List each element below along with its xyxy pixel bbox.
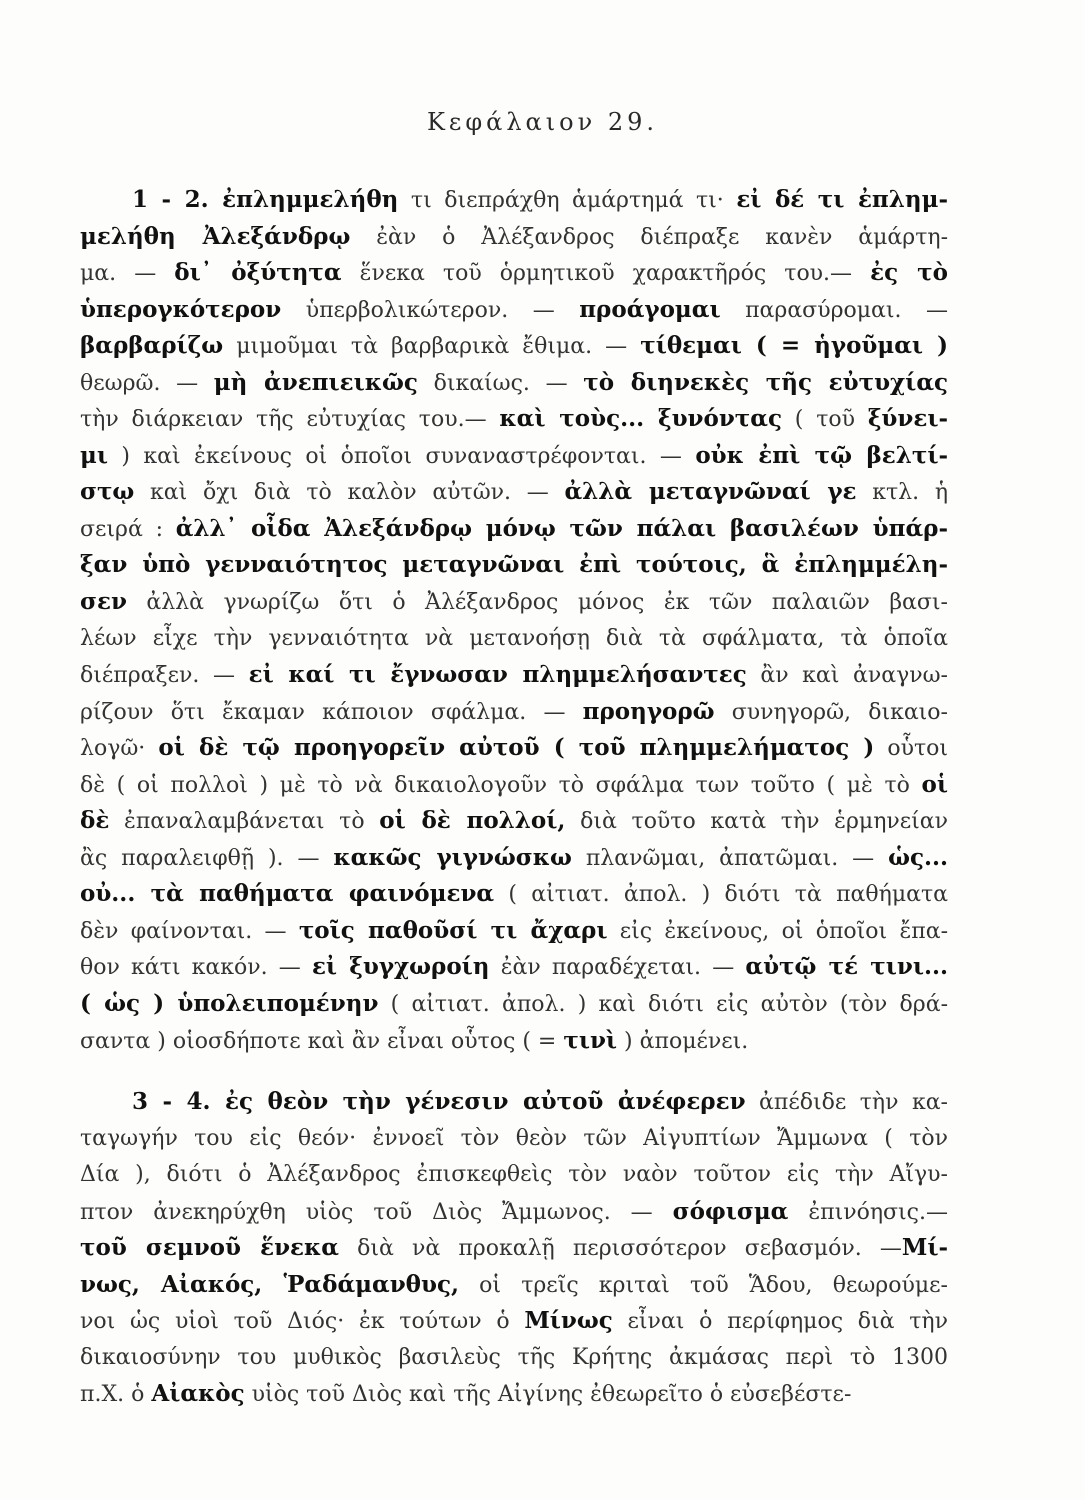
gloss-text: ἐὰν ὁ Ἀλέξανδρος διέπραξε κανὲν ἁμάρτη- bbox=[350, 224, 948, 250]
gloss-text: οἱ τρεῖς κριταὶ τοῦ Ἅδου, θεωρούμε- bbox=[458, 1272, 948, 1298]
text-line bbox=[80, 1303, 948, 1340]
gloss-text: ( τοῦ bbox=[781, 407, 868, 433]
text-line bbox=[80, 328, 948, 365]
gloss-text: θεωρῶ. — bbox=[80, 370, 214, 396]
gloss-text: καὶ ὄχι διὰ τὸ καλὸν αὐτῶν. — bbox=[134, 480, 565, 506]
lemma-term: οἱ δὲ τῷ προηγορεῖν αὐτοῦ ( τοῦ πλημμελήματος ) bbox=[158, 734, 875, 762]
text-line bbox=[80, 438, 948, 475]
text-line bbox=[80, 401, 948, 438]
commentary-section-3-4 bbox=[80, 1084, 948, 1413]
lemma-term: οὐ... τὰ παθήματα φαινόμενα bbox=[80, 880, 495, 908]
lemma-term: καὶ τοὺς... ξυνόντας bbox=[499, 405, 782, 433]
gloss-text: διὰ τοῦτο κατὰ τὴν ἑρμηνείαν bbox=[565, 809, 948, 835]
gloss-text: οὗτοι bbox=[874, 736, 948, 762]
text-line bbox=[80, 584, 948, 621]
text-line bbox=[80, 621, 948, 658]
text-line bbox=[80, 949, 948, 986]
lemma-term: κακῶς γιγνώσκω bbox=[333, 843, 572, 871]
gloss-text: δὲ ( οἱ πολλοὶ ) μὲ τὸ νὰ δικαιολογοῦν τὸ σφάλμα των τοῦτο ( μὲ τὸ bbox=[80, 772, 922, 798]
gloss-text: δικαιοσύνην του μυθικὸς βασιλεὺς τῆς Κρήτης ἀκμάσας περὶ τὸ 1300 bbox=[80, 1344, 948, 1370]
gloss-text: ) καὶ ἐκείνους οἱ ὁποῖοι συναναστρέφονται. — bbox=[107, 443, 696, 469]
gloss-text: λογῶ· bbox=[80, 736, 159, 762]
lemma-term: Αἰακὸς bbox=[151, 1380, 245, 1408]
gloss-text: σειρά : bbox=[80, 516, 176, 542]
gloss-text: ( αἰτιατ. ἀπολ. ) καὶ διότι εἰς αὐτὸν (τὸν δρά- bbox=[378, 992, 948, 1018]
gloss-text: ἐπινόησις.— bbox=[788, 1199, 948, 1225]
lemma-term: νως, Αἰακός, Ῥαδάμανθυς, bbox=[80, 1270, 459, 1298]
text-line bbox=[80, 986, 948, 1023]
text-line bbox=[80, 219, 948, 256]
text-line bbox=[80, 1121, 948, 1158]
lemma-term: Μίνως bbox=[524, 1307, 613, 1335]
lemma-term: προάγομαι bbox=[579, 295, 721, 323]
gloss-text: σαντα ) οἱοσδήποτε καὶ ἂν εἶναι οὗτος ( = bbox=[80, 1028, 564, 1054]
gloss-text: ἀλλὰ γνωρίζω ὅτι ὁ Ἀλέξανδρος μόνος ἐκ τῶν παλαιῶν βασι- bbox=[126, 590, 948, 616]
text-line bbox=[80, 292, 948, 329]
lemma-term: ξύνει- bbox=[867, 405, 948, 433]
gloss-text: πλανῶμαι, ἀπατῶμαι. — bbox=[571, 845, 889, 871]
lemma-term: μι bbox=[80, 441, 108, 469]
text-line bbox=[80, 913, 948, 950]
text-line bbox=[80, 1340, 948, 1377]
gloss-text: ἂς παραλειφθῇ ). — bbox=[80, 845, 334, 871]
gloss-text: ἀπέδιδε τὴν κα- bbox=[745, 1090, 948, 1115]
gloss-text: ὑπερβολικώτερον. — bbox=[281, 297, 580, 323]
text-line bbox=[80, 840, 948, 877]
text-line bbox=[80, 1084, 948, 1121]
gloss-text: λέων εἶχε τὴν γενναιότητα νὰ μετανοήσῃ διὰ τὰ σφάλματα, τὰ ὁποῖα bbox=[80, 625, 948, 651]
lemma-term: εἰ δέ τι ἐπλημ- bbox=[736, 186, 948, 213]
commentary-section-1-2 bbox=[80, 182, 948, 1059]
gloss-text: τι διεπράχθη ἁμάρτημά τι· bbox=[398, 188, 737, 213]
text-line bbox=[80, 255, 948, 292]
text-line bbox=[80, 803, 948, 840]
text-line bbox=[80, 657, 948, 694]
gloss-text: νοι ὡς υἱοὶ τοῦ Διός· ἐκ τούτων ὁ bbox=[80, 1309, 525, 1335]
gloss-text: ἕνεκα τοῦ ὁρμητικοῦ χαρακτῆρός του.— bbox=[341, 261, 871, 287]
lemma-term: τίθεμαι ( = ἡγοῦμαι ) bbox=[640, 332, 948, 360]
lemma-term: ξαν ὑπὸ γενναιότητος μεταγνῶναι ἐπὶ τούτοις, ἃ ἐπλημμέλη- bbox=[80, 551, 948, 579]
lemma-term: Μί- bbox=[901, 1234, 948, 1262]
lemma-term: οἱ δὲ πολλοί, bbox=[379, 807, 566, 835]
lemma-term: σόφισμα bbox=[672, 1197, 789, 1225]
gloss-text: θον κάτι κακόν. — bbox=[80, 955, 312, 981]
lemma-term: τινὶ bbox=[563, 1026, 618, 1054]
gloss-text: μα. — bbox=[80, 261, 175, 287]
gloss-text: ἐὰν παραδέχεται. — bbox=[489, 955, 746, 981]
lemma-term: βαρβαρίζω bbox=[80, 332, 224, 360]
gloss-text: εἰς ἐκείνους, οἱ ὁποῖοι ἔπα- bbox=[607, 918, 948, 944]
lemma-term: ἀλλὰ μεταγνῶναί γε bbox=[564, 478, 857, 506]
text-line bbox=[80, 694, 948, 731]
gloss-text: ρίζουν ὅτι ἔκαμαν κάποιον σφάλμα. — bbox=[80, 699, 583, 725]
gloss-text: πτον ἀνεκηρύχθη υἱὸς τοῦ Διὸς Ἄμμωνος. — bbox=[80, 1199, 673, 1225]
gloss-text: μιμοῦμαι τὰ βαρβαρικὰ ἔθιμα. — bbox=[223, 334, 641, 360]
lemma-term: ( ὡς ) ὑπολειπομένην bbox=[80, 990, 379, 1018]
text-line bbox=[80, 1023, 948, 1060]
lemma-term: αὐτῷ τέ τινι... bbox=[745, 953, 948, 981]
text-line bbox=[80, 1194, 948, 1231]
lemma-term: δι᾽ ὀξύτητα bbox=[174, 259, 342, 287]
text-line bbox=[80, 1267, 948, 1304]
lemma-term: οἱ bbox=[921, 770, 948, 798]
lemma-term: ἀλλ᾽ οἶδα Ἀλεξάνδρῳ μόνῳ τῶν πάλαι βασιλέων ὑπάρ- bbox=[175, 514, 948, 542]
gloss-text: υἱὸς τοῦ Διὸς καὶ τῆς Αἰγίνης ἐθεωρεῖτο ὁ εὐσεβέστε- bbox=[244, 1382, 852, 1408]
text-line bbox=[80, 1157, 948, 1194]
lemma-term: ἐπλημμελήθη bbox=[222, 186, 399, 213]
text-line bbox=[80, 1376, 948, 1413]
text-line bbox=[80, 182, 948, 219]
lemma-term: ἐς θεὸν τὴν γένεσιν αὐτοῦ ἀνέφερεν bbox=[225, 1088, 746, 1115]
gloss-text: δικαίως. — bbox=[417, 370, 584, 396]
lemma-term: ὑπερογκότερον bbox=[80, 295, 282, 323]
lemma-term: δὲ bbox=[80, 807, 110, 835]
chapter-title: Κεφάλαιον 29. bbox=[426, 108, 659, 136]
lemma-term: εἰ ξυγχωροίη bbox=[311, 953, 490, 981]
lemma-term: 3 - 4. bbox=[132, 1088, 226, 1115]
lemma-term: ὡς... bbox=[888, 843, 948, 871]
gloss-text: ( αἰτιατ. ἀπολ. ) διότι τὰ παθήματα bbox=[494, 882, 948, 908]
text-line bbox=[80, 547, 948, 584]
gloss-text: παρασύρομαι. — bbox=[720, 297, 948, 323]
text-line bbox=[80, 767, 948, 804]
gloss-text: Δία ), διότι ὁ Ἀλέξανδρος ἐπισκεφθεὶς τὸν ναὸν τοῦτον εἰς τὴν Αἴγυ- bbox=[80, 1162, 948, 1188]
lemma-term: τοῦ σεμνοῦ ἕνεκα bbox=[80, 1234, 339, 1262]
gloss-text: συνηγορῶ, δικαιο- bbox=[714, 699, 948, 725]
gloss-text: ἐπαναλαμβάνεται τὸ bbox=[109, 809, 380, 835]
text-line bbox=[80, 730, 948, 767]
lemma-term: ἐς τὸ bbox=[870, 259, 948, 287]
lemma-term: προηγορῶ bbox=[582, 697, 715, 725]
gloss-text: ἂν καὶ ἀναγνω- bbox=[746, 663, 948, 689]
gloss-text: δὲν φαίνονται. — bbox=[80, 918, 299, 944]
text-line bbox=[80, 876, 948, 913]
lemma-term: στῳ bbox=[80, 478, 135, 506]
lemma-term: εἰ καί τι ἔγνωσαν πλημμελήσαντες bbox=[248, 661, 747, 689]
text-line bbox=[80, 365, 948, 402]
gloss-text: κτλ. ἡ bbox=[856, 480, 948, 506]
text-line bbox=[80, 511, 948, 548]
gloss-text: π.Χ. ὁ bbox=[80, 1382, 152, 1408]
gloss-text: τὴν διάρκειαν τῆς εὐτυχίας του.— bbox=[80, 407, 500, 433]
text-line bbox=[80, 1230, 948, 1267]
lemma-term: τὸ διηνεκὲς τῆς εὐτυχίας bbox=[583, 368, 948, 396]
lemma-term: μὴ ἀνεπιεικῶς bbox=[213, 368, 418, 396]
gloss-text: ταγωγήν του εἰς θεόν· ἐννοεῖ τὸν θεὸν τῶν Αἰγυπτίων Ἄμμωνα ( τὸν bbox=[80, 1125, 948, 1151]
gloss-text: διέπραξεν. — bbox=[80, 663, 249, 689]
gloss-text: διὰ νὰ προκαλῇ περισσότερον σεβασμόν. — bbox=[338, 1236, 902, 1262]
text-line bbox=[80, 474, 948, 511]
lemma-term: μελήθη Ἀλεξάνδρῳ bbox=[80, 222, 351, 250]
lemma-term: σεν bbox=[80, 588, 127, 616]
gloss-text: ) ἀπομένει. bbox=[617, 1028, 749, 1054]
lemma-term: οὐκ ἐπὶ τῷ βελτί- bbox=[695, 441, 948, 469]
lemma-term: 1 - 2. bbox=[132, 186, 223, 213]
lemma-term: τοῖς παθοῦσί τι ἄχαρι bbox=[298, 916, 608, 944]
gloss-text: εἶναι ὁ περίφημος διὰ τὴν bbox=[612, 1309, 948, 1335]
